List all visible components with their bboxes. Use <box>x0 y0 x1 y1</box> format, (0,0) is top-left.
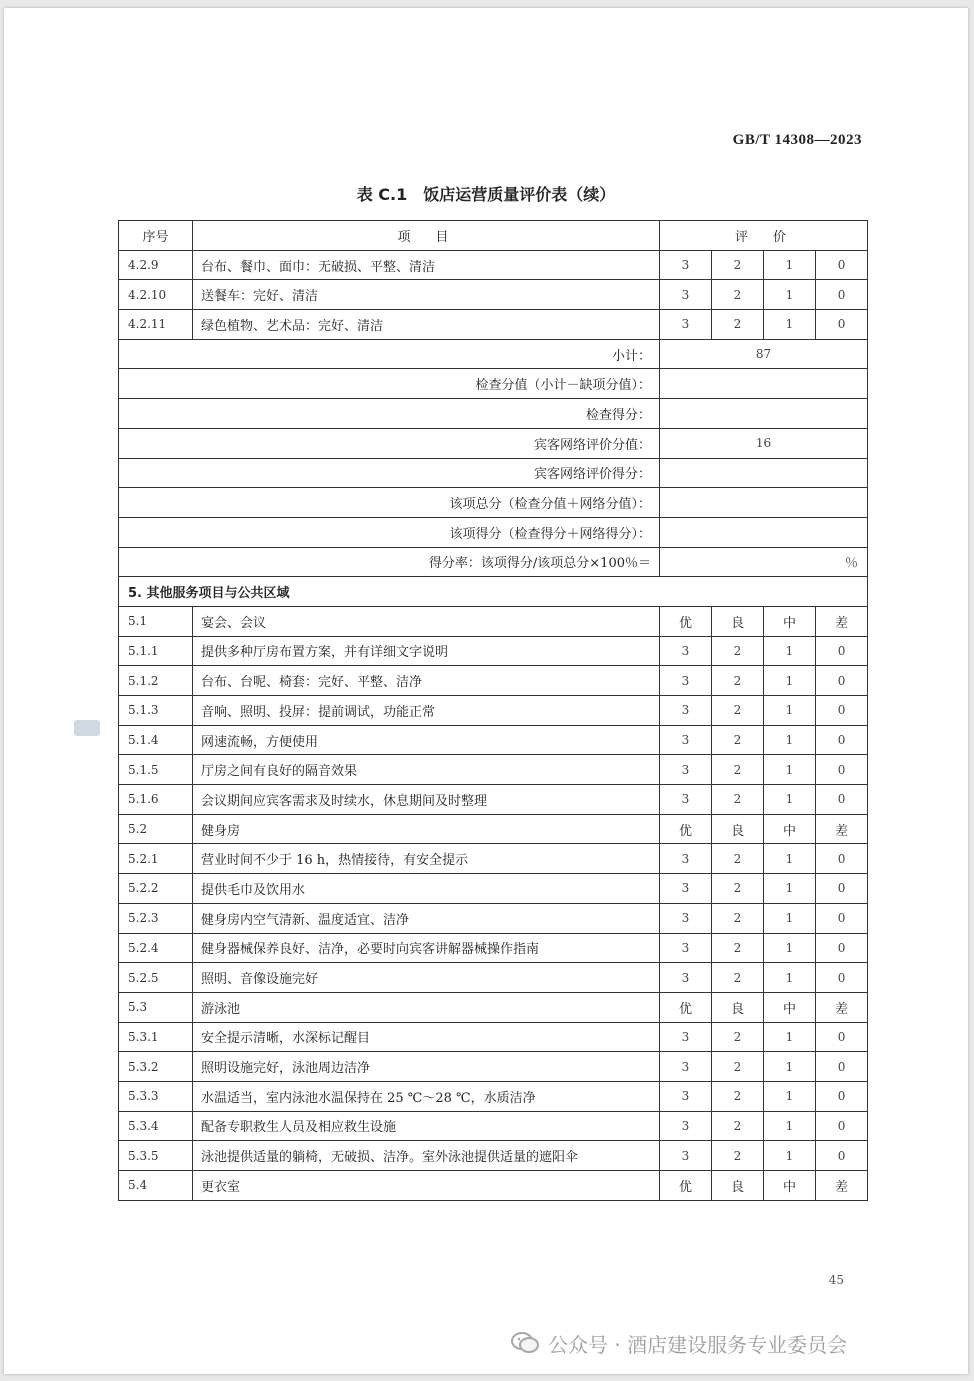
group-title: 宴会、会议 <box>193 606 660 636</box>
side-watermark <box>74 720 100 736</box>
score-cell: 0 <box>816 933 868 963</box>
group-header-row <box>119 814 868 844</box>
row-number: 5.1.4 <box>119 725 193 755</box>
score-cell: 0 <box>816 1022 868 1052</box>
score-cell: 1 <box>764 696 816 726</box>
table-row <box>119 1081 868 1111</box>
group-title: 游泳池 <box>193 992 660 1022</box>
table-row <box>119 1141 868 1171</box>
score-cell: 3 <box>660 280 712 310</box>
score-cell: 1 <box>764 1141 816 1171</box>
score-cell: 0 <box>816 874 868 904</box>
table-row <box>119 696 868 726</box>
table-row <box>119 1022 868 1052</box>
row-item: 安全提示清晰，水深标记醒目 <box>193 1022 660 1052</box>
section-row <box>119 577 868 607</box>
group-number: 5.4 <box>119 1171 193 1201</box>
score-cell: 2 <box>712 755 764 785</box>
score-cell: 1 <box>764 933 816 963</box>
score-cell: 0 <box>816 666 868 696</box>
summary-value <box>660 517 868 547</box>
table-row <box>119 785 868 815</box>
table-row <box>119 874 868 904</box>
score-cell: 0 <box>816 725 868 755</box>
table-row <box>119 1111 868 1141</box>
score-cell: 2 <box>712 1022 764 1052</box>
evaluation-table <box>118 220 868 1201</box>
score-cell: 3 <box>660 1052 712 1082</box>
group-title: 健身房 <box>193 814 660 844</box>
summary-row <box>119 339 868 369</box>
row-item: 照明设施完好，泳池周边洁净 <box>193 1052 660 1082</box>
row-item: 台布、餐巾、面巾：无破损、平整、清洁 <box>193 250 660 280</box>
row-number: 5.3.5 <box>119 1141 193 1171</box>
summary-label: 该项得分（检查得分＋网络得分）： <box>119 517 660 547</box>
score-cell: 3 <box>660 666 712 696</box>
row-number: 5.2.3 <box>119 903 193 933</box>
grade-label: 优 <box>660 1171 712 1201</box>
document-page <box>4 8 968 1374</box>
score-cell: 1 <box>764 250 816 280</box>
summary-value <box>660 369 868 399</box>
summary-value: 16 <box>660 428 868 458</box>
row-number: 5.2.5 <box>119 963 193 993</box>
group-header-row <box>119 606 868 636</box>
row-item: 照明、音像设施完好 <box>193 963 660 993</box>
row-number: 5.1.1 <box>119 636 193 666</box>
row-item: 音响、照明、投屏：提前调试，功能正常 <box>193 696 660 726</box>
table-row <box>119 844 868 874</box>
score-cell: 3 <box>660 696 712 726</box>
grade-label: 中 <box>764 992 816 1022</box>
score-cell: 3 <box>660 933 712 963</box>
row-item: 配备专职救生人员及相应救生设施 <box>193 1111 660 1141</box>
row-number: 4.2.11 <box>119 310 193 340</box>
page-number: 45 <box>828 1273 844 1287</box>
score-cell: 2 <box>712 1111 764 1141</box>
grade-label: 优 <box>660 606 712 636</box>
row-number: 5.3.1 <box>119 1022 193 1052</box>
row-item: 提供多种厅房布置方案，并有详细文字说明 <box>193 636 660 666</box>
row-item: 提供毛巾及饮用水 <box>193 874 660 904</box>
watermark-text: 公众号 · 酒店建设服务专业委员会 <box>548 1332 848 1357</box>
score-cell: 3 <box>660 725 712 755</box>
table-row <box>119 725 868 755</box>
wechat-watermark <box>510 1325 847 1361</box>
table-row <box>119 963 868 993</box>
summary-label: 宾客网络评价得分： <box>119 458 660 488</box>
score-cell: 2 <box>712 785 764 815</box>
grade-label: 中 <box>764 1171 816 1201</box>
score-cell: 0 <box>816 755 868 785</box>
grade-label: 中 <box>764 606 816 636</box>
row-item: 健身器械保养良好、洁净，必要时向宾客讲解器械操作指南 <box>193 933 660 963</box>
summary-label: 该项总分（检查分值＋网络分值）： <box>119 488 660 518</box>
table-row <box>119 280 868 310</box>
header-item: 项 目 <box>193 221 660 251</box>
score-cell: 1 <box>764 1022 816 1052</box>
score-cell: 3 <box>660 1081 712 1111</box>
grade-label: 良 <box>712 992 764 1022</box>
row-item: 会议期间应宾客需求及时续水，休息期间及时整理 <box>193 785 660 815</box>
summary-value: 87 <box>660 339 868 369</box>
header-no: 序号 <box>119 221 193 251</box>
table-row <box>119 755 868 785</box>
row-item: 送餐车：完好、清洁 <box>193 280 660 310</box>
score-cell: 2 <box>712 963 764 993</box>
score-cell: 1 <box>764 874 816 904</box>
score-cell: 1 <box>764 1052 816 1082</box>
score-rate-row <box>119 547 868 577</box>
row-item: 网速流畅，方便使用 <box>193 725 660 755</box>
row-number: 4.2.9 <box>119 250 193 280</box>
grade-label: 差 <box>816 814 868 844</box>
summary-label: 检查得分： <box>119 399 660 429</box>
score-cell: 3 <box>660 844 712 874</box>
score-cell: 3 <box>660 310 712 340</box>
score-cell: 3 <box>660 1111 712 1141</box>
row-number: 5.2.4 <box>119 933 193 963</box>
score-cell: 2 <box>712 696 764 726</box>
table-title: 表 C.1 饭店运营质量评价表（续） <box>356 185 616 204</box>
score-cell: 0 <box>816 280 868 310</box>
score-rate-label: 得分率：该项得分/该项总分×100％＝ <box>119 547 660 577</box>
group-number: 5.1 <box>119 606 193 636</box>
score-cell: 2 <box>712 874 764 904</box>
summary-value <box>660 458 868 488</box>
score-cell: 1 <box>764 755 816 785</box>
score-rate-unit: ％ <box>660 547 868 577</box>
score-cell: 0 <box>816 250 868 280</box>
grade-label: 差 <box>816 606 868 636</box>
row-number: 5.1.3 <box>119 696 193 726</box>
table-row <box>119 933 868 963</box>
summary-label: 宾客网络评价分值： <box>119 428 660 458</box>
grade-label: 中 <box>764 814 816 844</box>
group-number: 5.3 <box>119 992 193 1022</box>
section-title: 5. 其他服务项目与公共区域 <box>119 577 868 607</box>
score-cell: 0 <box>816 1052 868 1082</box>
row-number: 5.2.2 <box>119 874 193 904</box>
score-cell: 2 <box>712 1141 764 1171</box>
score-cell: 3 <box>660 903 712 933</box>
summary-row <box>119 517 868 547</box>
score-cell: 3 <box>660 1141 712 1171</box>
row-item: 绿色植物、艺术品：完好、清洁 <box>193 310 660 340</box>
score-cell: 1 <box>764 785 816 815</box>
grade-label: 优 <box>660 814 712 844</box>
score-cell: 2 <box>712 666 764 696</box>
score-cell: 0 <box>816 310 868 340</box>
row-number: 5.3.4 <box>119 1111 193 1141</box>
standard-number: GB/T 14308—2023 <box>732 132 862 148</box>
score-cell: 0 <box>816 1111 868 1141</box>
group-title: 更衣室 <box>193 1171 660 1201</box>
score-cell: 3 <box>660 250 712 280</box>
score-cell: 3 <box>660 1022 712 1052</box>
score-cell: 0 <box>816 636 868 666</box>
score-cell: 0 <box>816 785 868 815</box>
score-cell: 3 <box>660 874 712 904</box>
table-row <box>119 1052 868 1082</box>
row-number: 5.1.6 <box>119 785 193 815</box>
summary-label: 小计： <box>119 339 660 369</box>
table-row <box>119 310 868 340</box>
score-cell: 1 <box>764 844 816 874</box>
score-cell: 3 <box>660 785 712 815</box>
score-cell: 2 <box>712 903 764 933</box>
summary-row <box>119 488 868 518</box>
grade-label: 良 <box>712 1171 764 1201</box>
group-header-row <box>119 1171 868 1201</box>
score-cell: 0 <box>816 903 868 933</box>
summary-row <box>119 428 868 458</box>
score-cell: 0 <box>816 696 868 726</box>
row-item: 台布、台呢、椅套：完好、平整、洁净 <box>193 666 660 696</box>
score-cell: 1 <box>764 903 816 933</box>
score-cell: 0 <box>816 963 868 993</box>
wechat-icon <box>510 1330 540 1356</box>
group-number: 5.2 <box>119 814 193 844</box>
score-cell: 2 <box>712 280 764 310</box>
grade-label: 良 <box>712 606 764 636</box>
summary-value <box>660 399 868 429</box>
row-item: 泳池提供适量的躺椅，无破损、洁净。室外泳池提供适量的遮阳伞 <box>193 1141 660 1171</box>
grade-label: 差 <box>816 992 868 1022</box>
score-cell: 2 <box>712 310 764 340</box>
summary-value <box>660 488 868 518</box>
row-number: 5.3.2 <box>119 1052 193 1082</box>
score-cell: 2 <box>712 250 764 280</box>
row-number: 5.3.3 <box>119 1081 193 1111</box>
score-cell: 2 <box>712 933 764 963</box>
row-number: 5.1.2 <box>119 666 193 696</box>
summary-row <box>119 369 868 399</box>
score-cell: 0 <box>816 1081 868 1111</box>
group-header-row <box>119 992 868 1022</box>
grade-label: 差 <box>816 1171 868 1201</box>
score-cell: 0 <box>816 844 868 874</box>
summary-row <box>119 458 868 488</box>
score-cell: 1 <box>764 963 816 993</box>
score-cell: 3 <box>660 963 712 993</box>
score-cell: 2 <box>712 844 764 874</box>
score-cell: 3 <box>660 755 712 785</box>
score-cell: 1 <box>764 725 816 755</box>
table-row <box>119 903 868 933</box>
score-cell: 1 <box>764 280 816 310</box>
row-item: 厅房之间有良好的隔音效果 <box>193 755 660 785</box>
summary-row <box>119 399 868 429</box>
score-cell: 0 <box>816 1141 868 1171</box>
score-cell: 1 <box>764 310 816 340</box>
score-cell: 3 <box>660 636 712 666</box>
summary-label: 检查分值（小计－缺项分值）： <box>119 369 660 399</box>
row-item: 健身房内空气清新、温度适宜、洁净 <box>193 903 660 933</box>
score-cell: 2 <box>712 636 764 666</box>
score-cell: 2 <box>712 725 764 755</box>
row-number: 4.2.10 <box>119 280 193 310</box>
row-number: 5.2.1 <box>119 844 193 874</box>
score-cell: 1 <box>764 1111 816 1141</box>
score-cell: 2 <box>712 1081 764 1111</box>
score-cell: 1 <box>764 666 816 696</box>
row-item: 营业时间不少于 16 h，热情接待，有安全提示 <box>193 844 660 874</box>
grade-label: 优 <box>660 992 712 1022</box>
table-row <box>119 636 868 666</box>
row-item: 水温适当，室内泳池水温保持在 25 ℃～28 ℃，水质洁净 <box>193 1081 660 1111</box>
table-row <box>119 250 868 280</box>
row-number: 5.1.5 <box>119 755 193 785</box>
score-cell: 1 <box>764 1081 816 1111</box>
score-cell: 1 <box>764 636 816 666</box>
table-row <box>119 666 868 696</box>
score-cell: 2 <box>712 1052 764 1082</box>
grade-label: 良 <box>712 814 764 844</box>
table-header-row <box>119 221 868 251</box>
header-eval: 评 价 <box>660 221 868 251</box>
